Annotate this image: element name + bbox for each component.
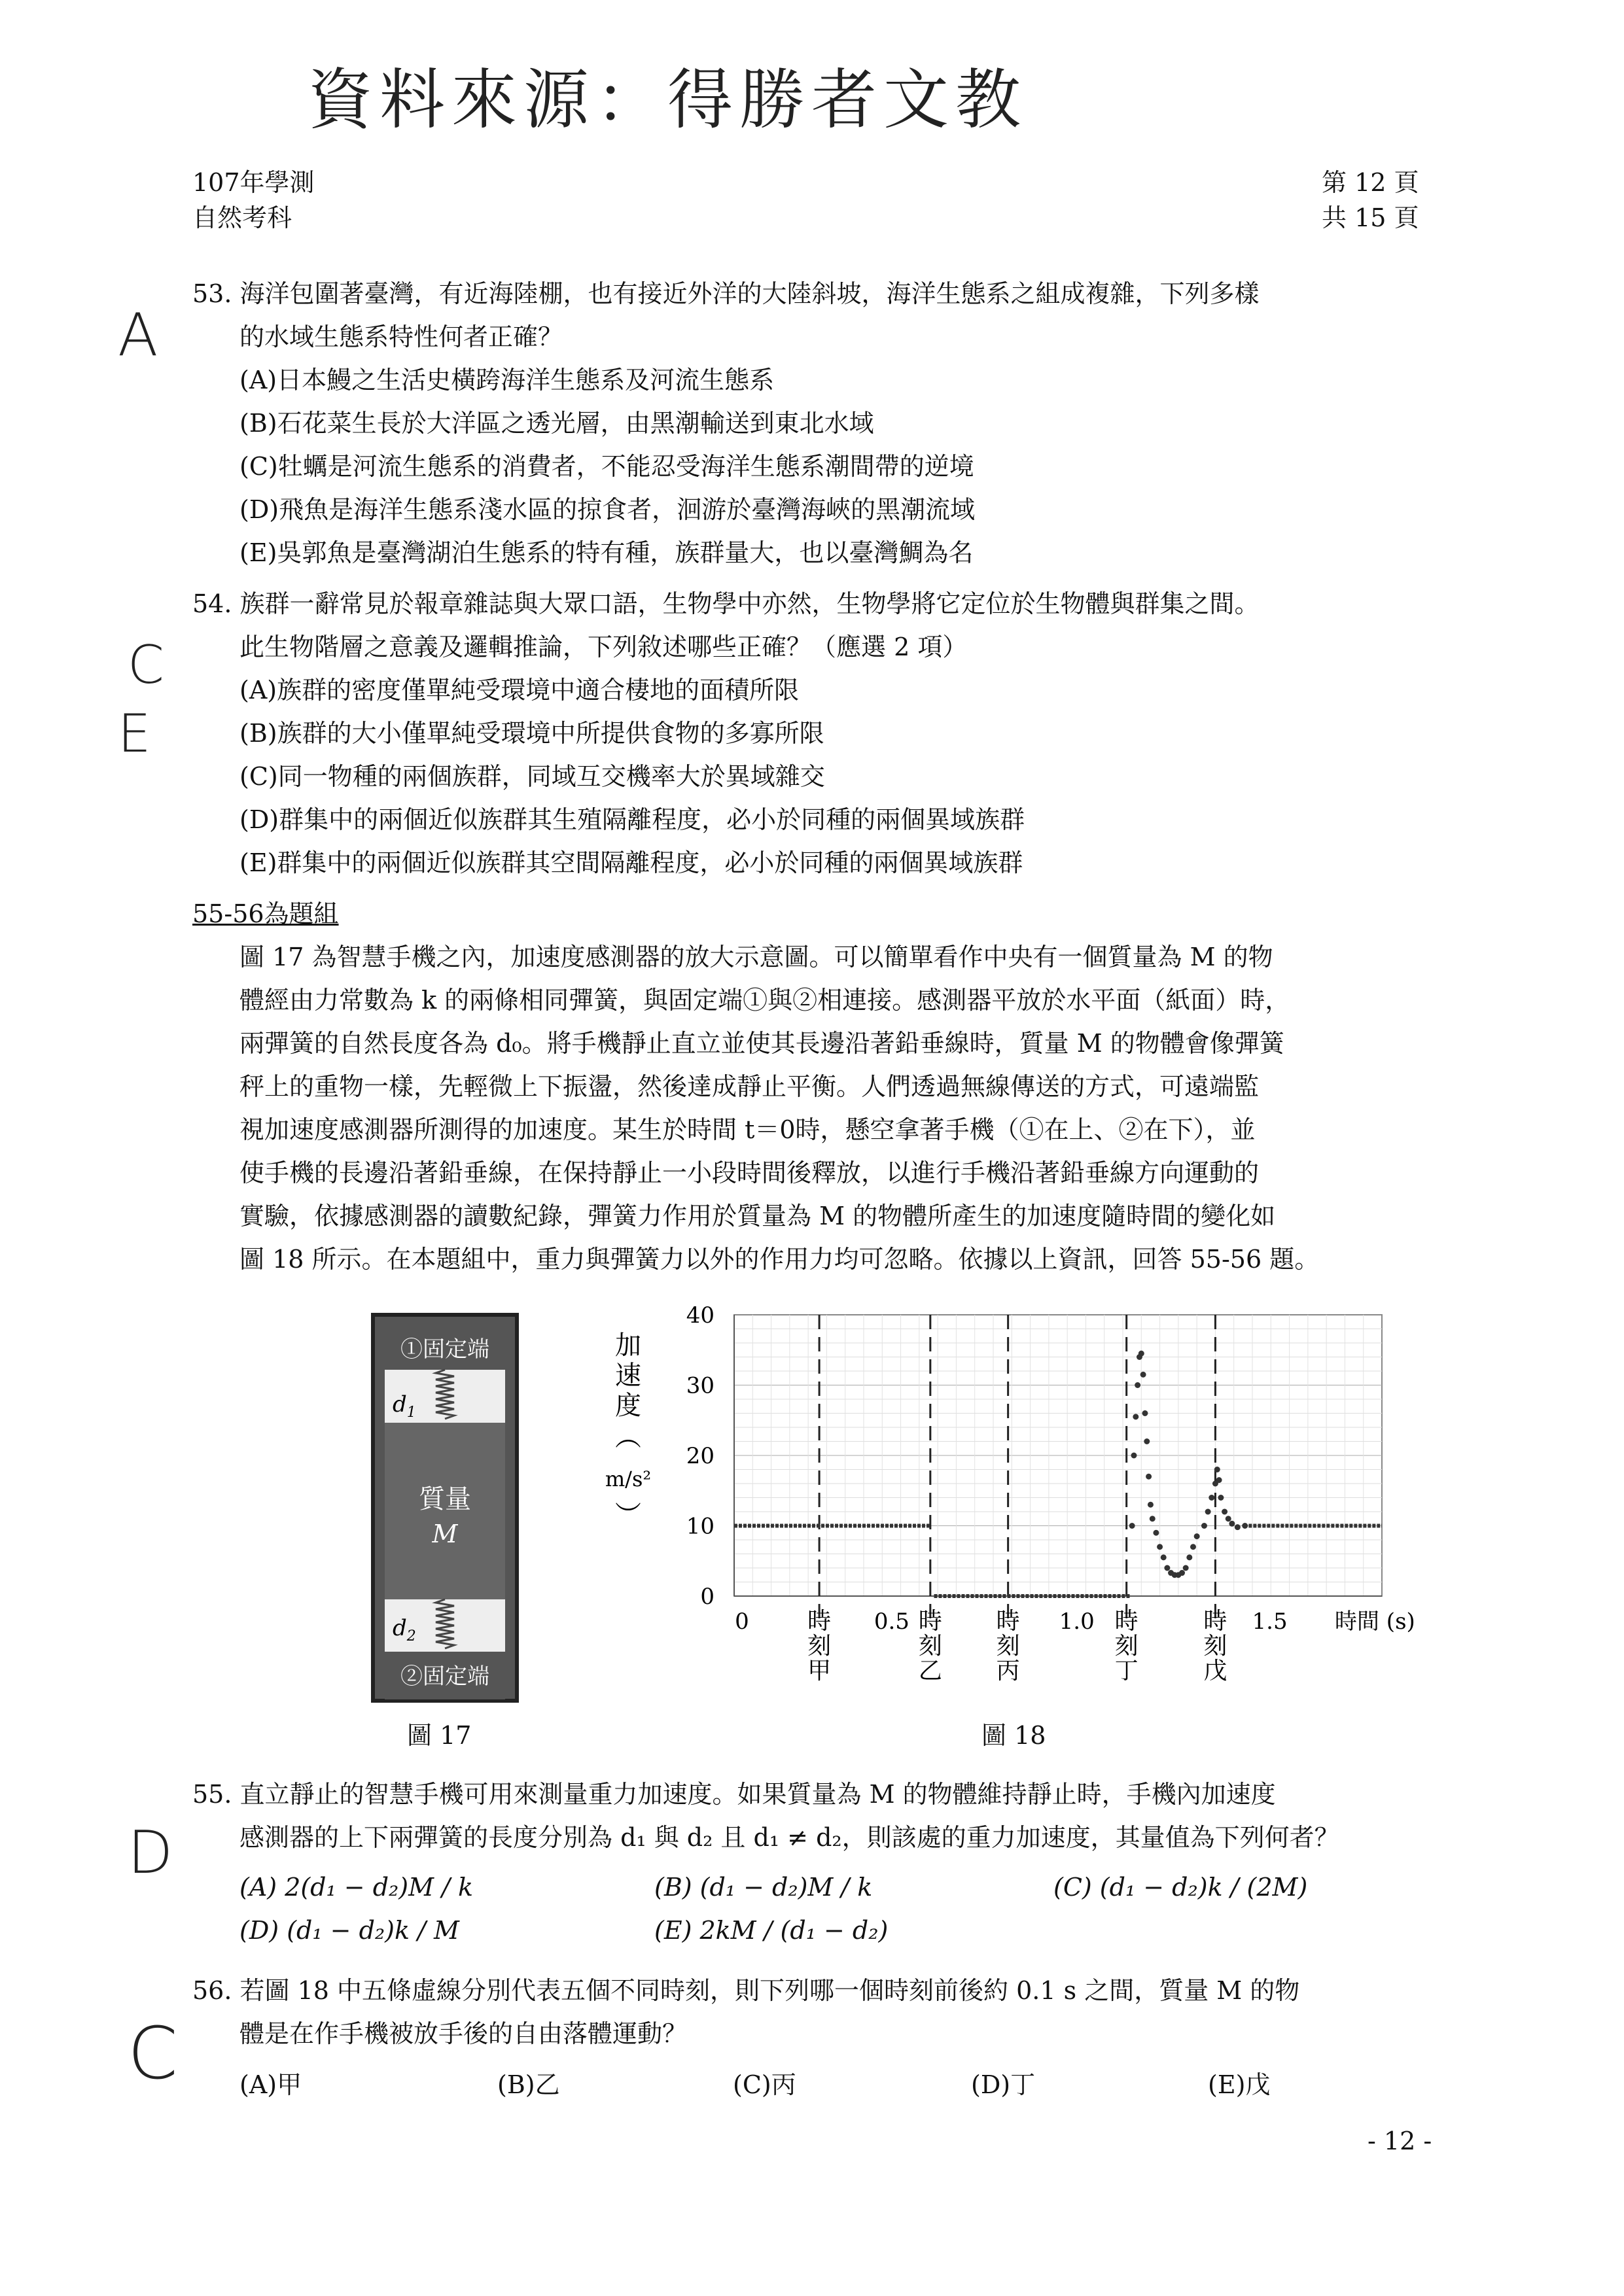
y-axis-title-char-3: 度 <box>615 1391 641 1421</box>
question-55-option-c: (C) (d₁ − d₂)k / (2M) <box>1053 1873 1308 1902</box>
figure-17-caption: 圖 17 <box>407 1721 472 1750</box>
question-54-option-e: (E)群集中的兩個近似族群其空間隔離程度，必小於同種的兩個異域族群 <box>239 848 1023 877</box>
y-axis-paren-open: ︵ <box>615 1422 641 1452</box>
data-point-3 <box>1133 1414 1139 1419</box>
y-axis-paren-close: ︶ <box>615 1501 641 1531</box>
group-paragraph-line2: 體經由力常數為 k 的兩條相同彈簧，與固定端①與②相連接。感測器平放於水平面（紙面）時， <box>239 986 1290 1015</box>
handwritten-answer-q55: D <box>128 1818 173 1887</box>
data-point-10 <box>1146 1474 1152 1480</box>
moment-label-5-char-3: 戊 <box>1203 1658 1227 1684</box>
moment-label-1-char-1: 時 <box>807 1608 832 1635</box>
data-point-4 <box>1135 1382 1140 1388</box>
group-paragraph-line3: 兩彈簧的自然長度各為 d₀。將手機靜止直立並使其長邊沿著鉛垂線時，質量 M 的物體會像彈簧 <box>239 1029 1284 1058</box>
moment-label-2-char-3: 乙 <box>918 1658 942 1684</box>
question-54-option-a: (A)族群的密度僅單純受環境中適合棲地的面積所限 <box>239 676 800 704</box>
y-axis-unit: m/s² <box>605 1467 652 1491</box>
d2-label: $d_2$ <box>393 1615 416 1644</box>
data-point-34 <box>1229 1521 1235 1527</box>
moment-label-2-char-1: 時 <box>918 1608 942 1635</box>
question-56-stem-line1: 56. 若圖 18 中五條虛線分別代表五個不同時刻，則下列哪一個時刻前後約 0.1 s 之間，質量 M 的物 <box>192 1976 1300 2005</box>
data-point-23 <box>1190 1544 1196 1550</box>
data-point-33 <box>1226 1516 1231 1522</box>
question-53 <box>192 272 1260 574</box>
data-point-15 <box>1161 1554 1167 1560</box>
total-pages-label: 共 15 頁 <box>1322 203 1419 232</box>
moment-label-4-char-2: 刻 <box>1114 1633 1139 1660</box>
group-paragraph-line5: 視加速度感測器所測得的加速度。某生於時間 t＝0時，懸空拿著手機（①在上、②在下），並 <box>239 1115 1256 1144</box>
question-56 <box>192 1969 1299 2055</box>
data-point-27 <box>1209 1495 1214 1501</box>
question-53-stem-line1: 53. 海洋包圍著臺灣，有近海陸棚，也有接近外洋的大陸斜坡，海洋生態系之組成複雜，下列多樣 <box>192 279 1260 308</box>
data-point-16 <box>1164 1565 1170 1571</box>
data-point-36 <box>1242 1523 1248 1529</box>
moment-label-1-char-3: 甲 <box>807 1658 832 1684</box>
moment-label-4-char-1: 時 <box>1114 1608 1139 1635</box>
group-paragraph-line1: 圖 17 為智慧手機之內，加速度感測器的放大示意圖。可以簡單看作中央有一個質量為 M 的物 <box>239 943 1273 971</box>
moment-label-1-char-2: 刻 <box>807 1633 832 1660</box>
chart-grid <box>734 1315 1382 1596</box>
subject-label: 自然考科 <box>192 203 292 232</box>
group-paragraph-line8: 圖 18 所示。在本題組中，重力與彈簧力以外的作用力均可忽略。依據以上資訊，回答 55-56 題。 <box>239 1245 1320 1274</box>
data-point-35 <box>1235 1524 1241 1530</box>
question-group-title: 55-56為題組 <box>192 899 339 928</box>
question-53-option-d: (D)飛魚是海洋生態系淺水區的掠食者，洄游於臺灣海峽的黑潮流域 <box>239 495 976 524</box>
moment-label-5-char-2: 刻 <box>1203 1633 1227 1660</box>
x-tick-label-2: 1.0 <box>1059 1609 1095 1635</box>
handwritten-answer-q54-e: E <box>118 703 151 764</box>
question-54 <box>192 582 1260 884</box>
data-point-29 <box>1214 1467 1220 1472</box>
y-tick-label-40: 40 <box>686 1302 715 1329</box>
page-label: 第 12 頁 <box>1322 168 1419 197</box>
data-point-9 <box>1144 1438 1150 1444</box>
question-53-option-c: (C)牡蠣是河流生態系的消費者，不能忍受海洋生態系潮間帶的逆境 <box>239 452 974 481</box>
page-number-footer: - 12 - <box>1368 2127 1432 2155</box>
figure-18-acceleration-chart <box>563 1302 1453 1707</box>
moment-label-3-char-2: 刻 <box>996 1633 1020 1660</box>
data-point-32 <box>1222 1509 1227 1515</box>
question-55-option-e: (E) 2kM / (d₁ − d₂) <box>654 1916 889 1945</box>
question-55-stem-line1: 55. 直立靜止的智慧手機可用來測量重力加速度。如果質量為 M 的物體維持靜止時，手機內加速度 <box>192 1780 1276 1809</box>
d1-label: $d_1$ <box>393 1391 416 1421</box>
fixed-end-top-label: ①固定端 <box>400 1336 489 1363</box>
data-point-22 <box>1186 1554 1192 1560</box>
question-54-option-d: (D)群集中的兩個近似族群其生殖隔離程度，必小於同種的兩個異域族群 <box>239 805 1025 834</box>
figure-17-accelerometer-diagram <box>366 1308 523 1707</box>
data-point-13 <box>1153 1530 1159 1536</box>
question-53-stem-line2: 的水域生態系特性何者正確？ <box>239 322 563 351</box>
group-paragraph-line4: 秤上的重物一樣，先輕微上下振盪，然後達成靜止平衡。人們透過無線傳送的方式，可遠端監 <box>239 1072 1260 1101</box>
x-tick-label-0: 0 <box>735 1609 749 1635</box>
question-53-option-a: (A)日本鰻之生活史橫跨海洋生態系及河流生態系 <box>239 366 775 394</box>
question-56-stem-line2: 體是在作手機被放手後的自由落體運動？ <box>239 2019 688 2048</box>
data-point-25 <box>1201 1523 1207 1529</box>
x-tick-label-3: 1.5 <box>1252 1609 1288 1635</box>
question-54-stem-line2: 此生物階層之意義及邏輯推論，下列敘述哪些正確？（應選 2 項） <box>239 633 968 661</box>
question-56-option-e: (E)戊 <box>1208 2070 1271 2099</box>
x-axis-title: 時間 (s) <box>1335 1609 1415 1635</box>
y-axis-title <box>605 1331 651 1531</box>
data-point-21 <box>1183 1565 1189 1571</box>
handwritten-answer-q53: A <box>118 301 158 370</box>
data-point-31 <box>1218 1495 1224 1501</box>
data-point-8 <box>1142 1410 1148 1416</box>
moment-label-4-char-3: 丁 <box>1114 1658 1139 1684</box>
question-55-stem-line2: 感測器的上下兩彈簧的長度分別為 d₁ 與 d₂ 且 d₁ ≠ d₂，則該處的重力加速度，其量值為下列何者？ <box>239 1823 1339 1852</box>
data-point-2 <box>1131 1453 1137 1459</box>
question-group-55-56 <box>192 892 1319 1281</box>
y-tick-label-30: 30 <box>686 1372 715 1399</box>
moment-label-3-char-3: 丙 <box>996 1658 1020 1684</box>
y-tick-label-20: 20 <box>686 1443 715 1469</box>
mass-symbol: M <box>432 1520 458 1548</box>
y-axis-title-char-2: 速 <box>615 1361 641 1391</box>
question-56-option-a: (A)甲 <box>239 2070 302 2099</box>
moment-label-3-char-1: 時 <box>996 1608 1020 1635</box>
data-point-24 <box>1194 1533 1200 1539</box>
question-55 <box>192 1773 1339 1859</box>
question-56-option-b: (B)乙 <box>497 2070 560 2099</box>
handwritten-answer-q56: C <box>128 2011 178 2095</box>
question-55-option-a: (A) 2(d₁ − d₂)M / k <box>239 1873 474 1902</box>
question-55-option-d: (D) (d₁ − d₂)k / M <box>239 1916 459 1945</box>
y-tick-label-10: 10 <box>686 1513 715 1540</box>
data-point-11 <box>1148 1502 1154 1508</box>
data-point-12 <box>1150 1516 1156 1522</box>
y-tick-label-0: 0 <box>700 1584 715 1610</box>
question-54-stem-line1: 54. 族群一辭常見於報章雜誌與大眾口語，生物學中亦然，生物學將它定位於生物體與群集之間。 <box>192 589 1260 618</box>
data-point-1 <box>1129 1523 1135 1529</box>
data-point-30 <box>1216 1477 1222 1483</box>
handwritten-answer-q54-c: C <box>128 635 164 695</box>
y-axis-title-char-1: 加 <box>615 1331 641 1361</box>
moment-label-2-char-2: 刻 <box>918 1633 942 1660</box>
data-point-6 <box>1139 1351 1144 1357</box>
exam-year-label: 107年學測 <box>192 168 315 197</box>
moment-label-5-char-1: 時 <box>1203 1608 1227 1635</box>
data-point-20 <box>1179 1570 1185 1576</box>
fixed-end-bottom-label: ②固定端 <box>400 1663 489 1690</box>
data-point-26 <box>1205 1509 1211 1515</box>
group-paragraph-line7: 實驗，依據感測器的讀數紀錄，彈簧力作用於質量為 M 的物體所產生的加速度隨時間的變化如 <box>239 1202 1276 1230</box>
handwritten-source-note: 資料來源：得勝者文教 <box>308 61 1027 138</box>
question-56-option-c: (C)丙 <box>733 2070 796 2099</box>
question-56-option-d: (D)丁 <box>971 2070 1036 2099</box>
data-point-14 <box>1157 1544 1163 1550</box>
question-54-option-b: (B)族群的大小僅單純受環境中所提供食物的多寡所限 <box>239 719 824 748</box>
question-54-option-c: (C)同一物種的兩個族群，同域互交機率大於異域雜交 <box>239 762 825 791</box>
mass-label: 質量 <box>419 1484 471 1514</box>
group-paragraph-line6: 使手機的長邊沿著鉛垂線，在保持靜止一小段時間後釋放，以進行手機沿著鉛垂線方向運動的 <box>239 1158 1260 1187</box>
question-53-option-b: (B)石花菜生長於大洋區之透光層，由黑潮輸送到東北水域 <box>239 409 874 438</box>
data-point-7 <box>1140 1372 1146 1378</box>
question-55-option-b: (B) (d₁ − d₂)M / k <box>654 1873 873 1902</box>
question-53-option-e: (E)吳郭魚是臺灣湖泊生態系的特有種，族群量大，也以臺灣鯛為名 <box>239 538 974 567</box>
figure-18-caption: 圖 18 <box>981 1721 1046 1750</box>
x-tick-label-1: 0.5 <box>874 1609 909 1635</box>
